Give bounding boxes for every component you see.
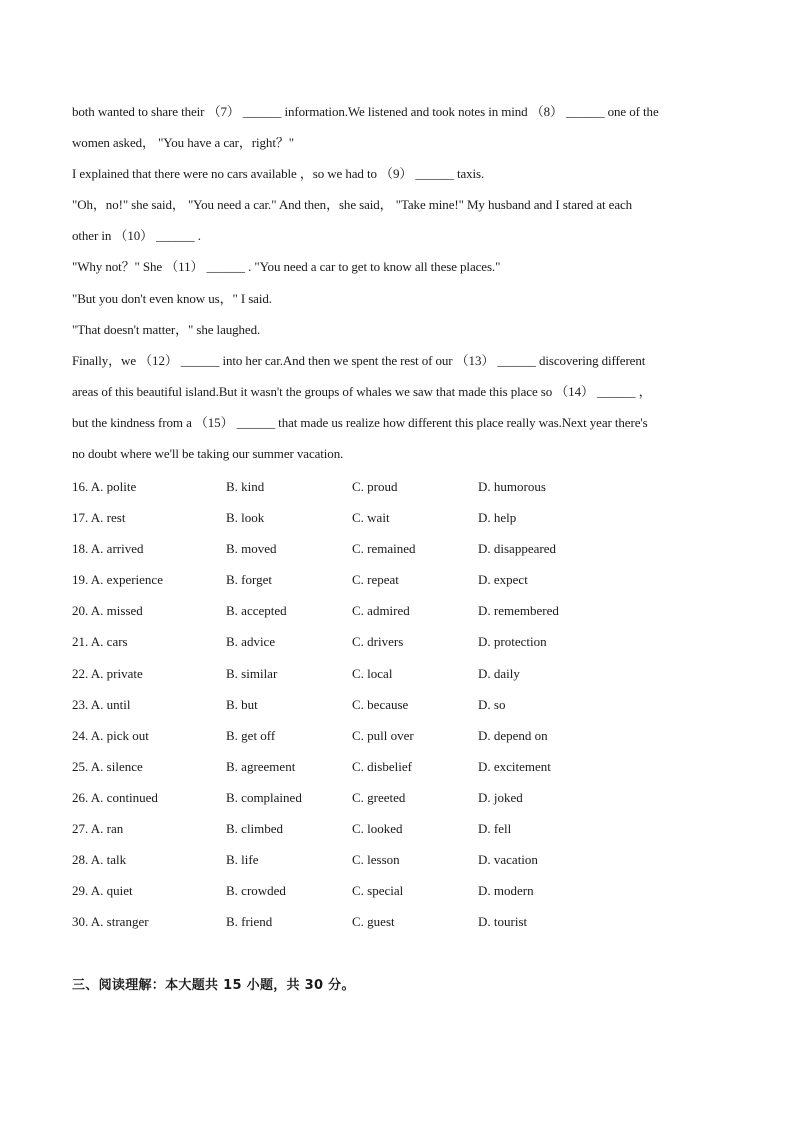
- option-a: 28. A. talk: [72, 852, 127, 868]
- option-b: B. but: [226, 696, 258, 712]
- question-16-options: [72, 475, 722, 506]
- option-b: B. accepted: [226, 603, 287, 619]
- passage-line: but the kindness from a （15） ______ that made us realize how different this place really was.Next year there's: [72, 414, 648, 430]
- option-b: B. crowded: [226, 883, 286, 899]
- passage-line: both wanted to share their （7） ______ information.We listened and took notes in mind （8） ______ one of the: [72, 104, 659, 119]
- question-24-options: [72, 724, 722, 755]
- option-b: B. agreement: [226, 758, 296, 774]
- option-a: 17. A. rest: [72, 510, 126, 526]
- option-d: D. expect: [478, 572, 528, 588]
- option-a: 22. A. private: [72, 665, 143, 681]
- option-d: D. so: [478, 696, 506, 712]
- option-a: 20. A. missed: [72, 603, 143, 619]
- question-30-options: [72, 910, 722, 941]
- passage-line: no doubt where we'll be taking our summer vacation.: [72, 446, 344, 462]
- option-b: B. climbed: [226, 821, 284, 837]
- question-25-options: [72, 755, 722, 786]
- option-d: D. protection: [478, 634, 547, 650]
- option-a: 18. A. arrived: [72, 541, 144, 557]
- option-b: B. look: [226, 510, 265, 526]
- passage-line: "But you don't even know us，" I said.: [72, 290, 272, 306]
- option-c: C. drivers: [352, 634, 404, 650]
- option-c: C. looked: [352, 821, 403, 837]
- option-a: 16. A. polite: [72, 479, 137, 494]
- option-d: D. vacation: [478, 852, 538, 868]
- option-a: 29. A. quiet: [72, 883, 133, 899]
- question-27-options: [72, 817, 722, 848]
- option-c: C. because: [352, 696, 409, 712]
- option-a: 24. A. pick out: [72, 727, 149, 743]
- option-c: C. local: [352, 665, 393, 681]
- option-a: 27. A. ran: [72, 821, 124, 837]
- option-d: D. disappeared: [478, 541, 556, 557]
- passage-line: "Oh，no!" she said， "You need a car." And then，she said， "Take mine!" My husband and I stared at each: [72, 197, 633, 213]
- question-23-options: [72, 693, 722, 724]
- option-c: C. wait: [352, 510, 390, 526]
- option-c: C. special: [352, 883, 404, 899]
- passage-line: other in （10） ______ .: [72, 228, 201, 244]
- option-b: B. get off: [226, 727, 276, 743]
- question-28-options: [72, 848, 722, 879]
- option-c: C. proud: [352, 479, 398, 494]
- question-29-options: [72, 879, 722, 910]
- option-b: B. similar: [226, 665, 278, 681]
- option-c: C. disbelief: [352, 758, 412, 774]
- option-d: D. remembered: [478, 603, 559, 619]
- option-b: B. life: [226, 852, 259, 868]
- option-d: D. depend on: [478, 727, 548, 743]
- option-c: C. repeat: [352, 572, 399, 588]
- option-a: 30. A. stranger: [72, 914, 149, 930]
- question-21-options: [72, 630, 722, 661]
- option-c: C. admired: [352, 603, 410, 619]
- question-19-options: [72, 568, 722, 599]
- passage-line: areas of this beautiful island.But it wasn't the groups of whales we saw that made this place so （14） ______ ，: [72, 383, 652, 399]
- question-26-options: [72, 786, 722, 817]
- option-a: 23. A. until: [72, 696, 131, 712]
- option-b: B. forget: [226, 572, 272, 588]
- passage-line: I explained that there were no cars available ，so we had to （9） ______ taxis.: [72, 166, 485, 182]
- passage-line: Finally，we （12） ______ into her car.And then we spent the rest of our （13） ______ discovering different: [72, 352, 646, 368]
- option-c: C. remained: [352, 541, 416, 557]
- option-d: D. fell: [478, 821, 512, 837]
- option-b: B. moved: [226, 541, 277, 557]
- option-a: 26. A. continued: [72, 789, 158, 805]
- option-d: D. joked: [478, 789, 523, 805]
- passage-line: women asked， "You have a car，right？": [72, 135, 294, 151]
- section-heading: 三、阅读理解：本大题共 15 小题，共 30 分。: [72, 978, 355, 993]
- option-b: B. complained: [226, 789, 302, 805]
- option-a: 19. A. experience: [72, 572, 163, 588]
- question-22-options: [72, 662, 722, 693]
- passage-line: "Why not？" She （11） ______ . "You need a car to get to know all these places.": [72, 259, 501, 275]
- question-18-options: [72, 537, 722, 568]
- option-c: C. pull over: [352, 727, 414, 743]
- option-d: D. tourist: [478, 914, 528, 930]
- option-a: 21. A. cars: [72, 634, 128, 650]
- cloze-passage: [72, 100, 722, 473]
- option-b: B. advice: [226, 634, 276, 650]
- option-b: B. kind: [226, 479, 265, 494]
- option-c: C. greeted: [352, 789, 406, 805]
- question-17-options: [72, 506, 722, 537]
- option-d: D. daily: [478, 665, 520, 681]
- option-a: 25. A. silence: [72, 758, 143, 774]
- option-d: D. excitement: [478, 758, 551, 774]
- question-20-options: [72, 599, 722, 630]
- option-d: D. modern: [478, 883, 534, 899]
- passage-line: "That doesn't matter，" she laughed.: [72, 321, 261, 337]
- answer-options: [72, 475, 722, 941]
- option-c: C. guest: [352, 914, 395, 930]
- option-b: B. friend: [226, 914, 273, 930]
- option-d: D. help: [478, 510, 517, 526]
- option-c: C. lesson: [352, 852, 400, 868]
- option-d: D. humorous: [478, 479, 546, 494]
